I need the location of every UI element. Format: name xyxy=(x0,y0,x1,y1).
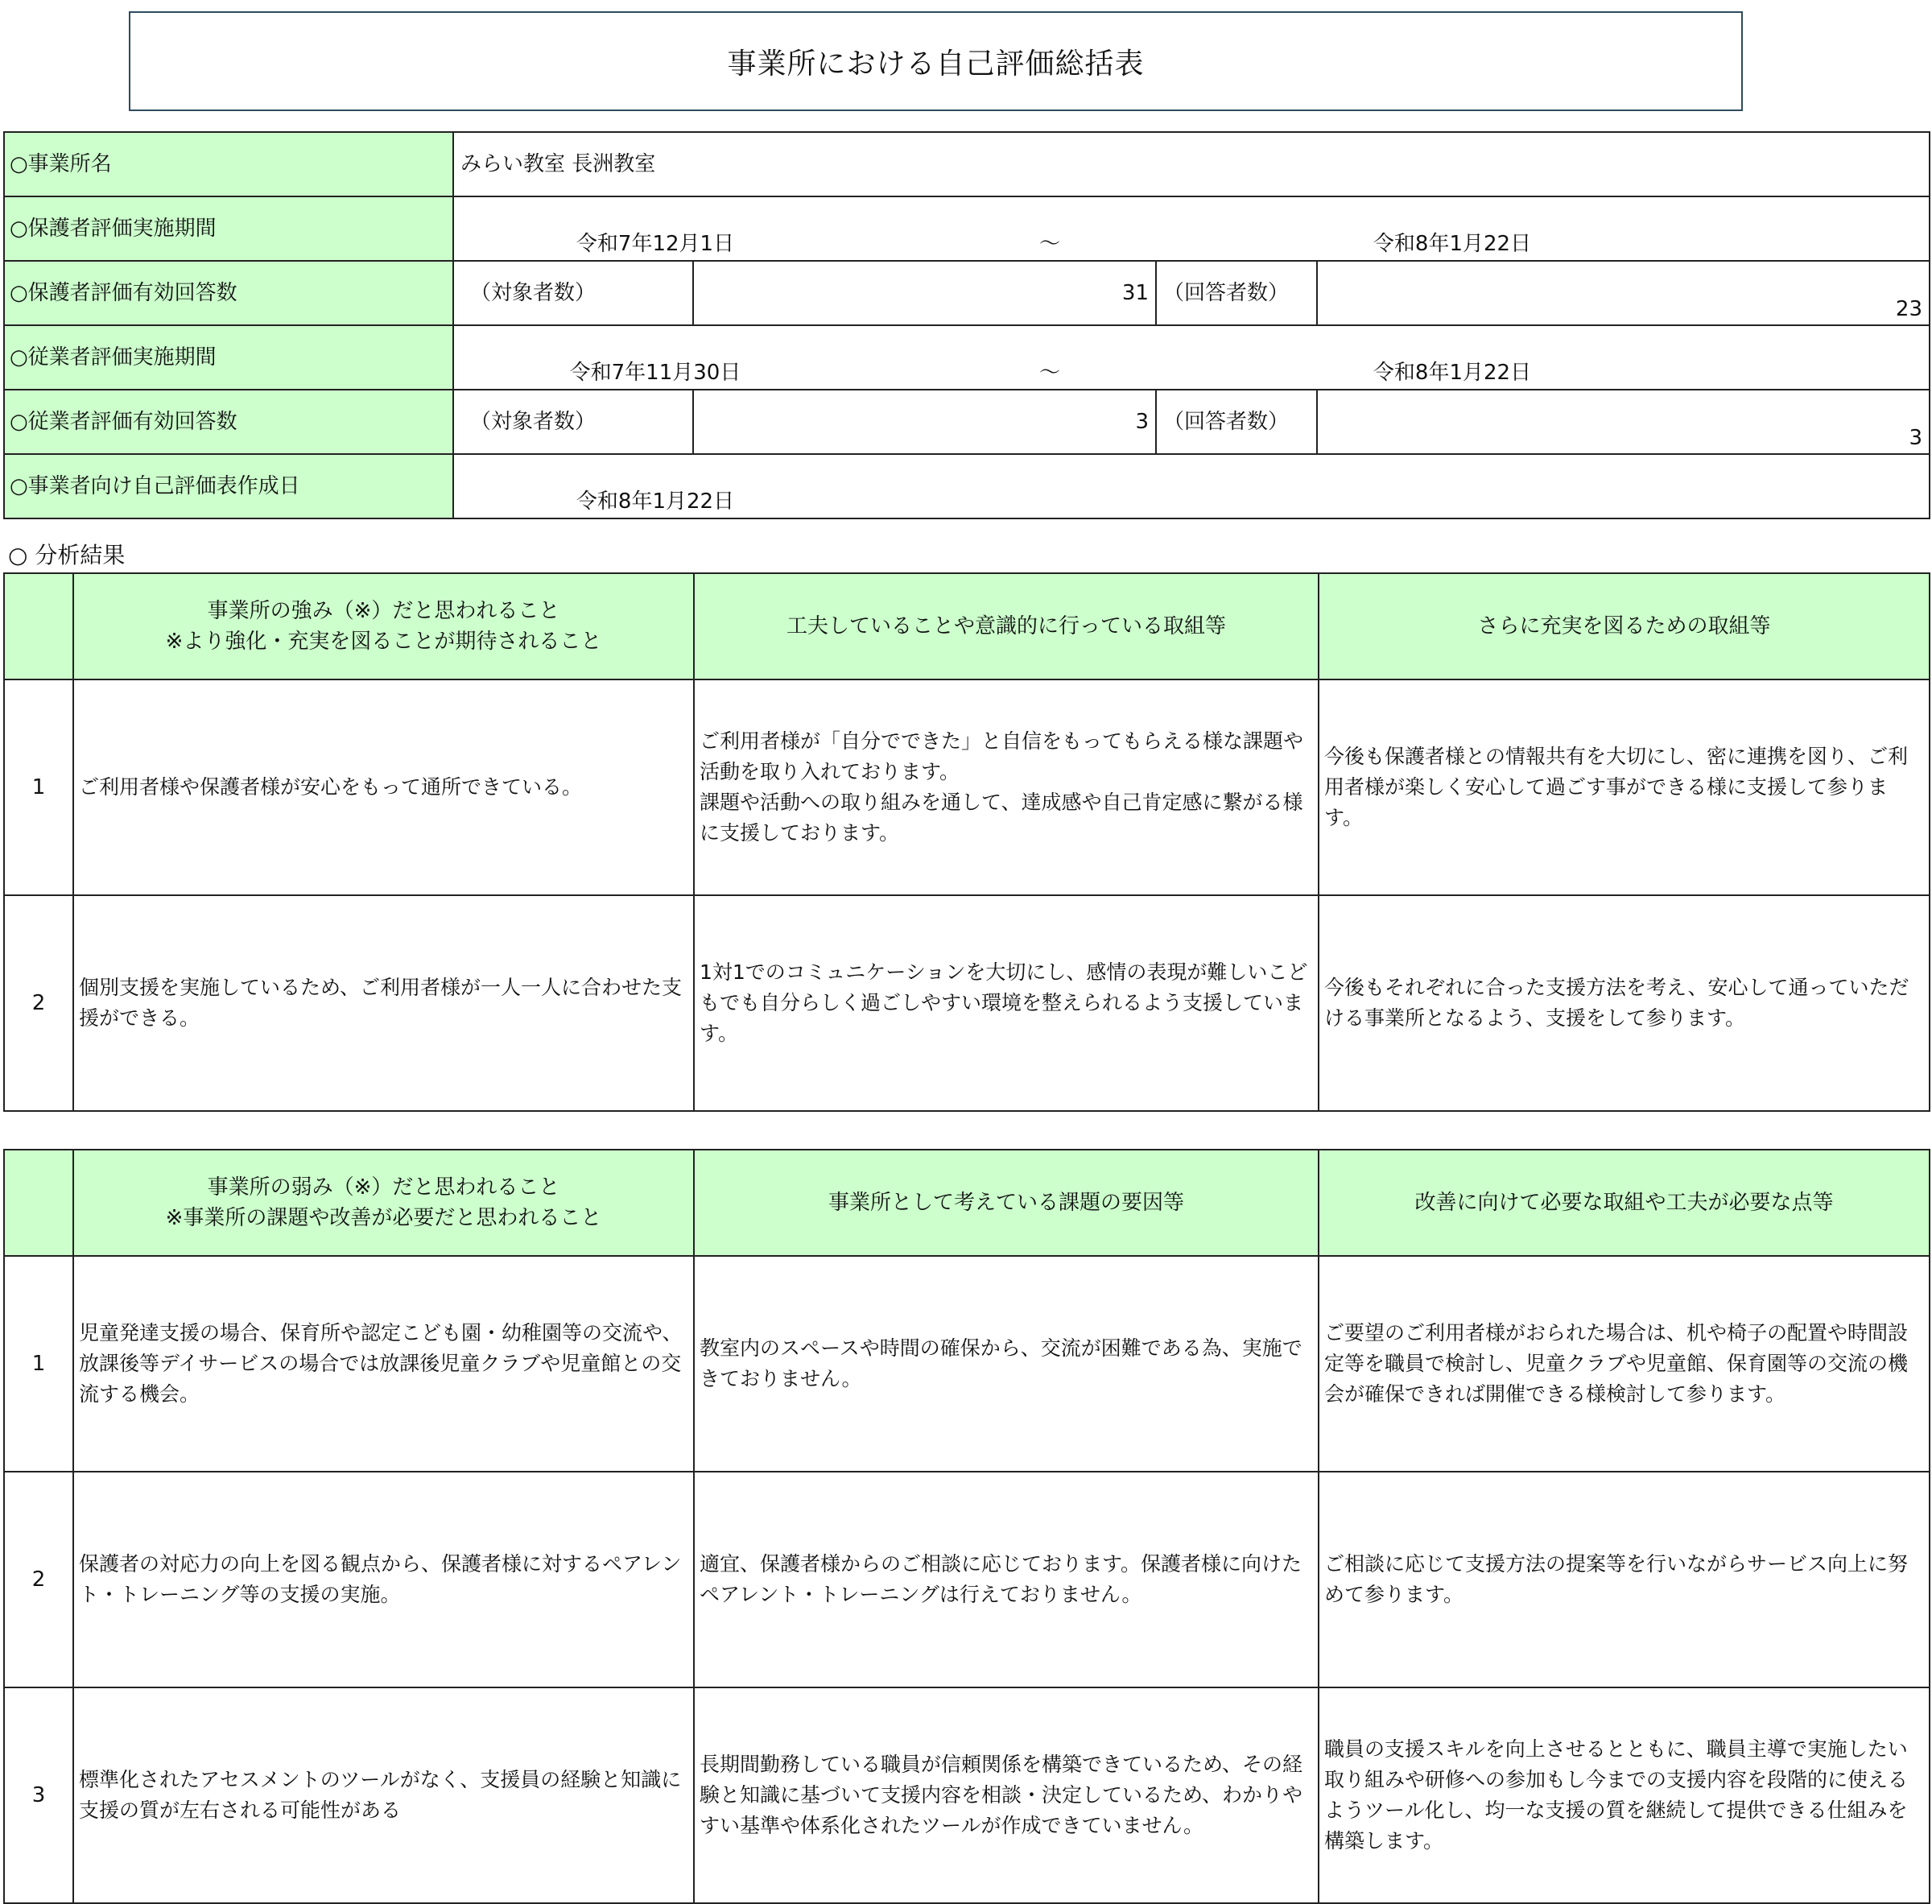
staff-period-label: ○従業者評価実施期間 xyxy=(4,325,453,390)
weakness-improve-text: 職員の支援スキルを向上させるとともに、職員主導で実施したい取り組みや研修への参加もし今までの支援内容を段階的に使えるようツール化し、均一な支援の質を継続して提供できる仕組みを構築します。 xyxy=(1319,1687,1930,1903)
staff-period-start: 令和7年11月30日 xyxy=(569,361,741,385)
weaknesses-header-3: 改善に向けて必要な取組や工夫が必要な点等 xyxy=(1319,1150,1930,1256)
table-row xyxy=(4,679,1930,895)
table-row xyxy=(4,1687,1930,1903)
weakness-cause-text: 適宜、保護者様からのご相談に応じております。保護者様に向けたペアレント・トレーニングは行えておりません。 xyxy=(694,1472,1319,1687)
row-number: 2 xyxy=(4,895,73,1111)
row-number: 3 xyxy=(4,1687,73,1903)
strengths-header-1-line1: 事業所の強み（※）だと思われること xyxy=(207,599,560,623)
strengths-table xyxy=(3,572,1930,1112)
weakness-text: 保護者の対応力の向上を図る観点から、保護者様に対するペアレント・トレーニング等の支援の実施。 xyxy=(73,1472,694,1687)
guardian-answer-value: 23 xyxy=(1317,261,1930,325)
strength-effort-text: ご利用者様が「自分でできた」と自信をもってもらえる様な課題や活動を取り入れております。 課題や活動への取り組みを通して、達成感や自己肯定感に繋がる様に支援しております。 xyxy=(694,679,1319,895)
staff-target-label: （対象者数） xyxy=(453,390,693,454)
guardian-period-end: 令和8年1月22日 xyxy=(1373,232,1532,256)
strength-text: ご利用者様や保護者様が安心をもって通所できている。 xyxy=(73,679,694,895)
table-row xyxy=(4,1256,1930,1472)
guardian-answer-label: （回答者数） xyxy=(1156,261,1317,325)
staff-answer-label: （回答者数） xyxy=(1156,390,1317,454)
row-number: 1 xyxy=(4,679,73,895)
guardian-target-label: （対象者数） xyxy=(453,261,693,325)
staff-target-value: 3 xyxy=(693,390,1156,454)
created-date-label: ○事業者向け自己評価表作成日 xyxy=(4,454,453,518)
guardian-period-separator: ～ xyxy=(1038,232,1060,256)
strengths-header-num xyxy=(4,573,73,679)
staff-count-label: ○従業者評価有効回答数 xyxy=(4,390,453,454)
weakness-improve-text: ご相談に応じて支援方法の提案等を行いながらサービス向上に努めて参ります。 xyxy=(1319,1472,1930,1687)
row-number: 2 xyxy=(4,1472,73,1687)
weaknesses-header-2: 事業所として考えている課題の要因等 xyxy=(694,1150,1319,1256)
weakness-cause-text: 教室内のスペースや時間の確保から、交流が困難である為、実施できておりません。 xyxy=(694,1256,1319,1472)
table-row xyxy=(4,895,1930,1111)
info-row-created xyxy=(4,454,1930,518)
guardian-period-label: ○保護者評価実施期間 xyxy=(4,196,453,261)
office-name-value: みらい教室 長洲教室 xyxy=(453,132,1930,196)
table-row xyxy=(4,1472,1930,1687)
strengths-header-row xyxy=(4,573,1930,679)
staff-period-separator: ～ xyxy=(1038,361,1060,385)
staff-answer-value: 3 xyxy=(1317,390,1930,454)
info-row-staff-period xyxy=(4,325,1930,390)
weakness-cause-text: 長期間勤務している職員が信頼関係を構築できているため、その経験と知識に基づいて支援内容を相談・決定しているため、わかりやすい基準や体系化されたツールが作成できていません。 xyxy=(694,1687,1319,1903)
strength-text: 個別支援を実施しているため、ご利用者様が一人一人に合わせた支援ができる。 xyxy=(73,895,694,1111)
strengths-header-3: さらに充実を図るための取組等 xyxy=(1319,573,1930,679)
weakness-improve-text: ご要望のご利用者様がおられた場合は、机や椅子の配置や時間設定等を職員で検討し、児童クラブや児童館、保育園等の交流の機会が確保できれば開催できる様検討して参ります。 xyxy=(1319,1256,1930,1472)
strength-improve-text: 今後もそれぞれに合った支援方法を考え、安心して通っていただける事業所となるよう、支援をして参ります。 xyxy=(1319,895,1930,1111)
strength-effort-text: 1対1でのコミュニケーションを大切にし、感情の表現が難しいこどもでも自分らしく過ごしやすい環境を整えられるよう支援しています。 xyxy=(694,895,1319,1111)
weaknesses-header-1-line1: 事業所の弱み（※）だと思われること xyxy=(207,1175,560,1200)
info-row-guardian-count xyxy=(4,261,1930,325)
weakness-text: 児童発達支援の場合、保育所や認定こども園・幼稚園等の交流や、放課後等デイサービスの場合では放課後児童クラブや児童館との交流する機会。 xyxy=(73,1256,694,1472)
weaknesses-header-num xyxy=(4,1150,73,1256)
strength-improve-text: 今後も保護者様との情報共有を大切にし、密に連携を図り、ご利用者様が楽しく安心して過ごす事ができる様に支援して参ります。 xyxy=(1319,679,1930,895)
weaknesses-header-row xyxy=(4,1150,1930,1256)
analysis-section-label: ○ 分析結果 xyxy=(8,542,126,568)
staff-period-end: 令和8年1月22日 xyxy=(1373,361,1532,385)
weaknesses-table xyxy=(3,1149,1930,1904)
guardian-period-start: 令和7年12月1日 xyxy=(576,232,735,256)
info-table xyxy=(3,131,1930,519)
page-title: 事業所における自己評価総括表 xyxy=(129,11,1743,111)
info-row-guardian-period xyxy=(4,196,1930,261)
strengths-header-1 xyxy=(73,573,694,679)
weaknesses-header-1 xyxy=(73,1150,694,1256)
weakness-text: 標準化されたアセスメントのツールがなく、支援員の経験と知識に支援の質が左右される可能性がある xyxy=(73,1687,694,1903)
strengths-header-2: 工夫していることや意識的に行っている取組等 xyxy=(694,573,1319,679)
strengths-header-1-line2: ※より強化・充実を図ることが期待されること xyxy=(165,630,602,654)
row-number: 1 xyxy=(4,1256,73,1472)
office-name-label: ○事業所名 xyxy=(4,132,453,196)
guardian-target-value: 31 xyxy=(693,261,1156,325)
weaknesses-header-1-line2: ※事業所の課題や改善が必要だと思われること xyxy=(165,1206,602,1230)
guardian-count-label: ○保護者評価有効回答数 xyxy=(4,261,453,325)
info-row-staff-count xyxy=(4,390,1930,454)
info-row-office xyxy=(4,132,1930,196)
created-date-value: 令和8年1月22日 xyxy=(576,489,735,514)
